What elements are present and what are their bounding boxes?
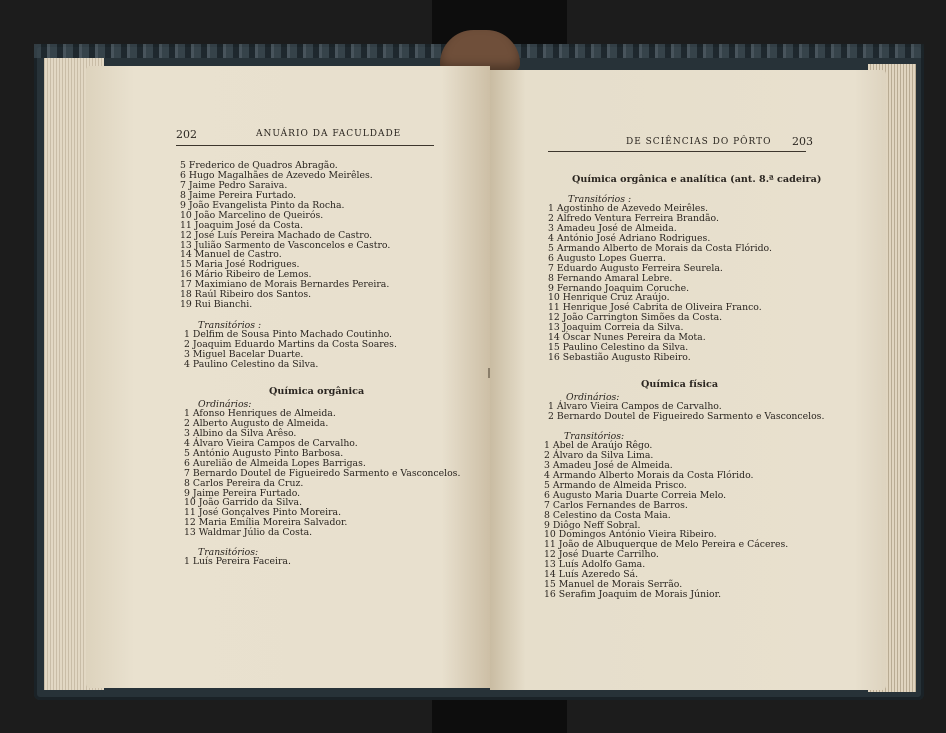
list-item: 10 Domingos António Vieira Ribeiro. [544, 529, 717, 541]
section-title: Química orgânica e analítica (ant. 8.ª cadeira) [572, 174, 822, 185]
list-item: 9 Fernando Joaquim Coruche. [548, 282, 690, 294]
page-number: 202 [176, 128, 197, 141]
list-item: 2 Alberto Augusto de Almeida. [184, 417, 329, 429]
list-item: 8 Carlos Pereira da Cruz. [184, 477, 304, 489]
section-title: Química física [641, 379, 719, 390]
list-item: 5 Frederico de Quadros Abragão. [180, 160, 338, 171]
list-item: 2 Joaquim Eduardo Martins da Costa Soares. [184, 338, 397, 350]
list-item: 11 Joaquim José da Costa. [180, 219, 304, 231]
list-item: 6 Aurelião de Almeida Lopes Barrigas. [184, 457, 366, 469]
transitorios-label: Transitórios : [568, 194, 632, 205]
list-item: 2 Alfredo Ventura Ferreira Brandão. [548, 212, 719, 224]
transitorios-label: Transitórios: [564, 431, 625, 442]
list-item: 11 Henrique José Cabrita de Oliveira Franco. [548, 302, 762, 314]
transitorios-list [184, 330, 397, 370]
list-item: 7 Carlos Fernandes de Barros. [544, 499, 688, 511]
list-item: 3 Albino da Silva Arêso. [184, 427, 297, 439]
running-head: ANUÁRIO DA FACULDADE [256, 129, 402, 139]
list-item: 11 João de Albuquerque de Melo Pereira e Cáceres. [544, 539, 789, 551]
list-item: 14 Luís Azeredo Sá. [544, 569, 639, 581]
list-item: 17 Maximiano de Morais Bernardes Pereira. [180, 279, 390, 291]
list-item: 15 Paulino Celestino da Silva. [548, 342, 689, 354]
list-item: 2 Álvaro da Silva Lima. [544, 449, 654, 461]
section-title: Química orgânica [269, 386, 365, 397]
list-item: 8 Jaime Pereira Furtado. [180, 189, 297, 201]
ordinarios-label: Ordinários: [566, 392, 620, 403]
right-page [490, 70, 886, 690]
list-item: 14 Manuel de Castro. [180, 249, 282, 261]
list-item: 13 Joaquim Correia da Silva. [548, 322, 684, 334]
list-item: 13 Waldmar Júlio da Costa. [184, 527, 313, 539]
list-item: 11 José Gonçalves Pinto Moreira. [184, 507, 342, 519]
list-item: 6 Augusto Lopes Guerra. [548, 252, 666, 264]
list-item: 5 António Augusto Pinto Barbosa. [184, 447, 344, 459]
list-item: 6 Augusto Maria Duarte Correia Melo. [544, 489, 727, 501]
list-item: 16 Sebastião Augusto Ribeiro. [548, 352, 691, 364]
list-item: 12 José Luís Pereira Machado de Castro. [180, 229, 373, 241]
list-item: 12 Maria Emília Moreira Salvador. [184, 517, 348, 529]
list-item: 1 Agostinho de Azevedo Meirêles. [548, 203, 709, 214]
list-item: 5 Armando Alberto de Morais da Costa Flórido. [548, 242, 772, 254]
ordinarios-list [184, 409, 460, 538]
list-item: 4 Paulino Celestino da Silva. [184, 358, 319, 370]
header-rule [176, 145, 434, 146]
list-item: 4 António José Adriano Rodrigues. [548, 232, 711, 244]
continued-list [180, 161, 390, 310]
list-item: 15 Manuel de Morais Serrão. [544, 579, 683, 591]
list-item: 19 Rui Bianchi. [180, 299, 253, 311]
list-item: 6 Hugo Magalhães de Azevedo Meirêles. [180, 169, 373, 181]
list-item: 3 Miguel Bacelar Duarte. [184, 348, 304, 360]
list-item: 2 Bernardo Doutel de Figueiredo Sarmento e Vasconcelos. [548, 410, 825, 422]
list-item: 14 Óscar Nunes Pereira da Mota. [548, 332, 706, 344]
list-item: 15 Maria José Rodrigues. [180, 259, 300, 271]
list-item: 8 Celestino da Costa Maia. [544, 509, 671, 521]
list-item: 10 Henrique Cruz Araújo. [548, 292, 670, 304]
list-item: 9 João Evangelista Pinto da Rocha. [180, 199, 345, 211]
left-page [86, 66, 490, 688]
running-head: DE SCIÊNCIAS DO PÔRTO [626, 137, 772, 147]
list-item: 10 João Marcelino de Queirós. [180, 209, 324, 221]
list-item: 4 Álvaro Vieira Campos de Carvalho. [184, 437, 358, 449]
list-item: 3 Amadeu José de Almeida. [548, 222, 677, 234]
list-item: 1 Luís Pereira Faceira. [184, 556, 291, 567]
header-rule [548, 151, 806, 152]
list-item: 10 João Garrido da Silva. [184, 497, 303, 509]
page-number: 203 [792, 135, 813, 148]
list-item: 5 Armando de Almeida Prisco. [544, 479, 687, 491]
list-item: 7 Eduardo Augusto Ferreira Seurela. [548, 262, 723, 274]
transitorios-label: Transitórios : [198, 320, 262, 331]
transitorios-list [544, 441, 788, 600]
list-item: 16 Mário Ribeiro de Lemos. [180, 269, 312, 281]
list-item: 1 Afonso Henriques de Almeida. [184, 408, 336, 419]
list-item: 4 Armando Alberto Morais da Costa Flórido. [544, 469, 754, 481]
list-item: 8 Fernando Amaral Lebre. [548, 272, 673, 284]
list-item: 3 Amadeu José de Almeida. [544, 459, 673, 471]
list-item: 9 Diôgo Neff Sobral. [544, 519, 641, 531]
list-item: 13 Julião Sarmento de Vasconcelos e Castro. [180, 239, 391, 251]
list-item: 7 Bernardo Doutel de Figueiredo Sarmento e Vasconcelos. [184, 467, 461, 479]
list-item: 9 Jaime Pereira Furtado. [184, 487, 301, 499]
ordinarios-label: Ordinários: [198, 399, 252, 410]
list-item: 12 João Carrington Simões da Costa. [548, 312, 723, 324]
list-item: 1 Álvaro Vieira Campos de Carvalho. [548, 401, 722, 412]
transitorios-list [548, 204, 772, 363]
list-item: 16 Serafim Joaquim de Morais Júnior. [544, 589, 722, 601]
list-item: 12 José Duarte Carrilho. [544, 549, 659, 561]
list-item: 13 Luís Adolfo Gama. [544, 559, 646, 571]
transitorios-label: Transitórios: [198, 547, 259, 558]
list-item: 7 Jaime Pedro Saraiva. [180, 179, 288, 191]
list-item: 18 Raúl Ribeiro dos Santos. [180, 289, 312, 301]
list-item: 1 Delfim de Sousa Pinto Machado Coutinho. [184, 329, 392, 340]
transitorios-list [184, 557, 291, 567]
list-item: 1 Abel de Araújo Rêgo. [544, 440, 653, 451]
ordinarios-list [548, 402, 824, 422]
